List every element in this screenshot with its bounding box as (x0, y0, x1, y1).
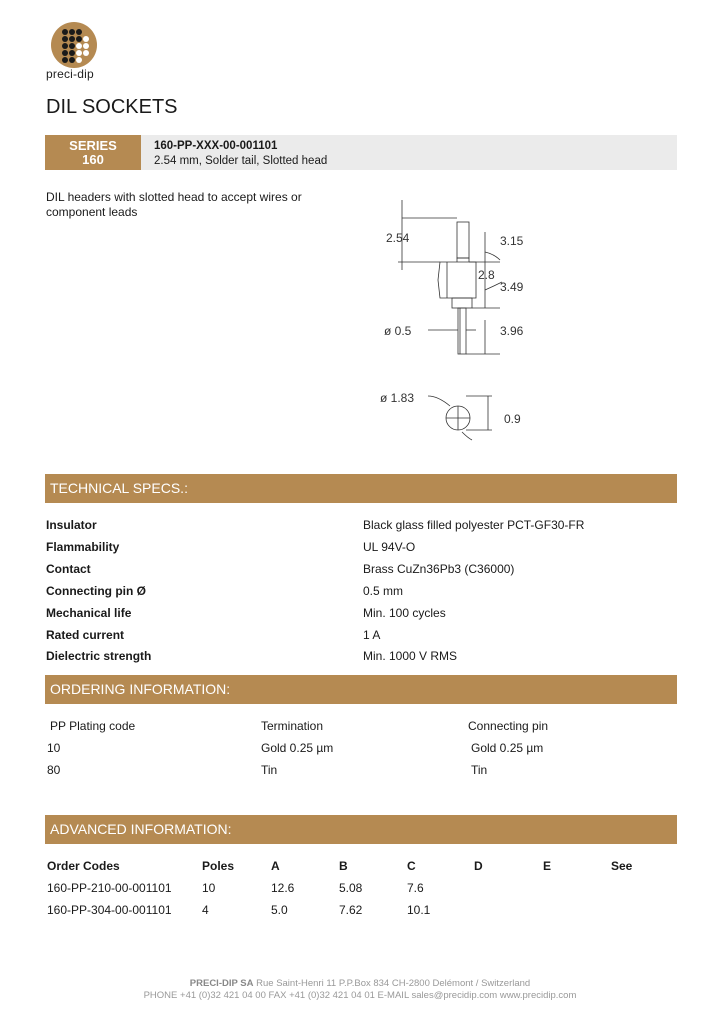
ordering-cell: 10 (47, 741, 61, 755)
spec-value: UL 94V-O (363, 540, 416, 554)
spec-value: Min. 1000 V RMS (363, 649, 458, 663)
footer (0, 978, 720, 1002)
spec-label: Rated current (46, 628, 125, 642)
advanced-header: E (543, 859, 552, 873)
advanced-header: See (611, 859, 633, 873)
ordering-cell: Gold 0.25 µm (261, 741, 334, 755)
technical-specs-heading: TECHNICAL SPECS.: (45, 474, 677, 503)
advanced-header: A (271, 859, 280, 873)
dim-pin-diameter: ø 0.5 (384, 324, 412, 338)
page-title: DIL SOCKETS (46, 96, 178, 118)
brand-logo-icon (51, 22, 97, 68)
spec-label: Insulator (46, 518, 97, 532)
spec-value: Brass CuZn36Pb3 (C36000) (363, 562, 515, 576)
spec-value: 0.5 mm (363, 584, 404, 598)
ordering-cell: Tin (261, 763, 278, 777)
advanced-cell: 7.6 (407, 881, 424, 895)
dim-3-15: 3.15 (500, 234, 524, 248)
spec-value: Black glass filled polyester PCT-GF30-FR (363, 518, 585, 532)
dim-3-49: 3.49 (500, 280, 524, 294)
advanced-cell: 160-PP-304-00-001101 (47, 903, 172, 917)
ordering-cell: Tin (471, 763, 488, 777)
spec-label: Mechanical life (46, 606, 132, 620)
ordering-cell: Gold 0.25 µm (471, 741, 544, 755)
advanced-cell: 5.0 (271, 903, 288, 917)
footer-company: PRECI-DIP SA (189, 978, 254, 989)
advanced-info-heading: ADVANCED INFORMATION: (45, 815, 677, 844)
technical-drawing (370, 190, 570, 450)
series-label: SERIES (69, 138, 117, 153)
series-description: 2.54 mm, Solder tail, Slotted head (154, 155, 328, 167)
ordering-header: Connecting pin (468, 719, 549, 733)
dim-3-96: 3.96 (500, 324, 524, 338)
brand-name: preci-dip (46, 67, 94, 81)
ordering-header: PP Plating code (50, 719, 136, 733)
series-number: 160 (82, 152, 104, 167)
advanced-cell: 160-PP-210-00-001101 (47, 881, 172, 895)
spec-value: 1 A (363, 628, 381, 642)
advanced-cell: 7.62 (339, 903, 363, 917)
series-code: 160-PP-XXX-00-001101 (154, 140, 278, 152)
dim-2-54: 2.54 (386, 231, 410, 245)
advanced-header: C (407, 859, 416, 873)
spec-label: Connecting pin Ø (46, 584, 146, 598)
series-badge (45, 135, 141, 170)
footer-address: Rue Saint-Henri 11 P.P.Box 834 CH-2800 Delémont / Switzerland (256, 978, 531, 989)
intro-text: DIL headers with slotted head to accept wires or component leads (46, 190, 302, 219)
advanced-header: D (474, 859, 483, 873)
ordering-cell: 80 (47, 763, 61, 777)
advanced-cell: 10 (202, 881, 216, 895)
advanced-header: B (339, 859, 348, 873)
advanced-cell: 5.08 (339, 881, 363, 895)
spec-value: Min. 100 cycles (363, 606, 446, 620)
advanced-header: Order Codes (47, 859, 120, 873)
advanced-cell: 4 (202, 903, 209, 917)
dim-0-9: 0.9 (504, 412, 521, 426)
footer-contact: PHONE +41 (0)32 421 04 00 FAX +41 (0)32 421 04 01 E-MAIL sales@precidip.com www.precidip.com (143, 990, 577, 1001)
spec-label: Contact (46, 562, 91, 576)
spec-label: Flammability (46, 540, 120, 554)
dim-2-8: 2.8 (478, 268, 495, 282)
advanced-cell: 12.6 (271, 881, 295, 895)
spec-label: Dielectric strength (46, 649, 152, 663)
advanced-cell: 10.1 (407, 903, 431, 917)
ordering-info-heading: ORDERING INFORMATION: (45, 675, 677, 704)
ordering-header: Termination (261, 719, 324, 733)
advanced-header: Poles (202, 859, 235, 873)
dim-head-diameter: ø 1.83 (380, 391, 415, 405)
